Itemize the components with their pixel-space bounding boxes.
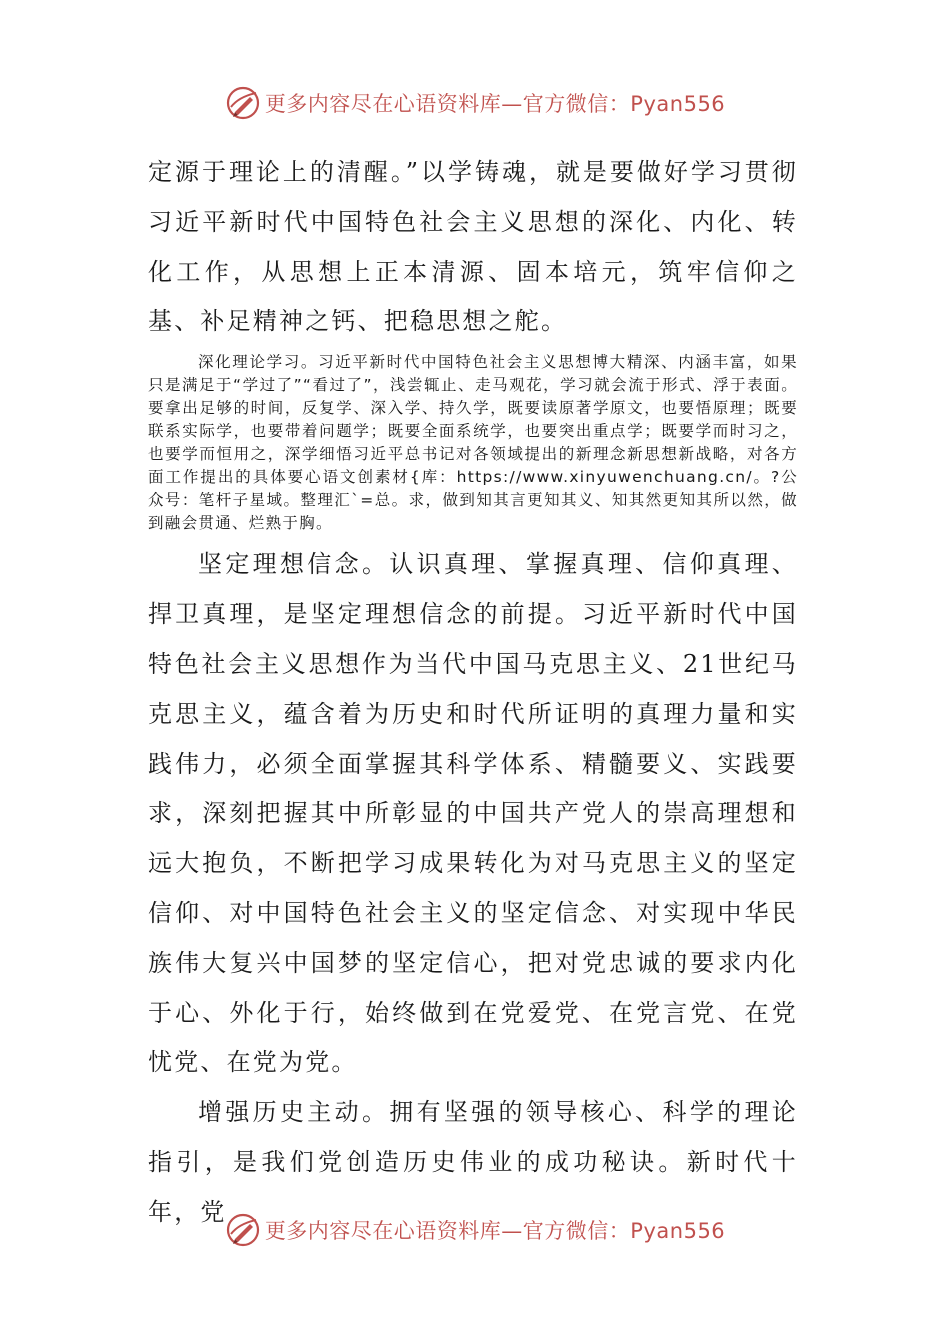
paragraph-4: 增强历史主动。拥有坚强的领导核心、科学的理论指引，是我们党创造历史伟业的成功秘诀。新时代十年，党	[148, 1098, 798, 1226]
header-banner-text: 更多内容尽在心语资料库—官方微信：Pyan556	[264, 92, 726, 116]
pen-logo-icon	[225, 85, 261, 121]
paragraph-2-small: 深化理论学习。习近平新时代中国特色社会主义思想博大精深、内涵丰富，如果只是满足于“学过了”“看过了”，浅尝辄止、走马观花，学习就会流于形式、浮于表面。要拿出足够的时间，反复学、深入学、持久学，既要读原著学原文，也要悟原理；既要联系实际学，也要带着问题学；既要全面系统学，也要突出重点学；既要学而时习之，也要学而恒用之，深学细悟习近平总书记对各领域提出的新理念新思想新战略，对各方面工作提出的具体要心语文创素材{库：https://www.xinyuwenchuang.cn/。?公众号：笔杆子星域。整理汇`=总。求，做到知其言更知其义、知其然更知其所以然，做到融会贯通、烂熟于胸。	[148, 353, 798, 532]
document-body	[148, 148, 798, 1238]
header-banner	[0, 83, 950, 123]
paragraph-1: 定源于理论上的清醒。”以学铸魂，就是要做好学习贯彻习近平新时代中国特色社会主义思想的深化、内化、转化工作，从思想上正本清源、固本培元，筑牢信仰之基、补足精神之钙、把稳思想之舵。	[148, 158, 798, 336]
pen-logo-icon	[225, 1212, 261, 1248]
footer-banner	[0, 1210, 950, 1250]
paragraph-3: 坚定理想信念。认识真理、掌握真理、信仰真理、捍卫真理，是坚定理想信念的前提。习近平新时代中国特色社会主义思想作为当代中国马克思主义、21世纪马克思主义，蕴含着为历史和时代所证明的真理力量和实践伟力，必须全面掌握其科学体系、精髓要义、实践要求，深刻把握其中所彰显的中国共产党人的崇高理想和远大抱负，不断把学习成果转化为对马克思主义的坚定信仰、对中国特色社会主义的坚定信念、对实现中华民族伟大复兴中国梦的坚定信心，把对党忠诚的要求内化于心、外化于行，始终做到在党爱党、在党言党、在党忧党、在党为党。	[148, 550, 798, 1077]
footer-banner-text: 更多内容尽在心语资料库—官方微信：Pyan556	[264, 1219, 726, 1243]
